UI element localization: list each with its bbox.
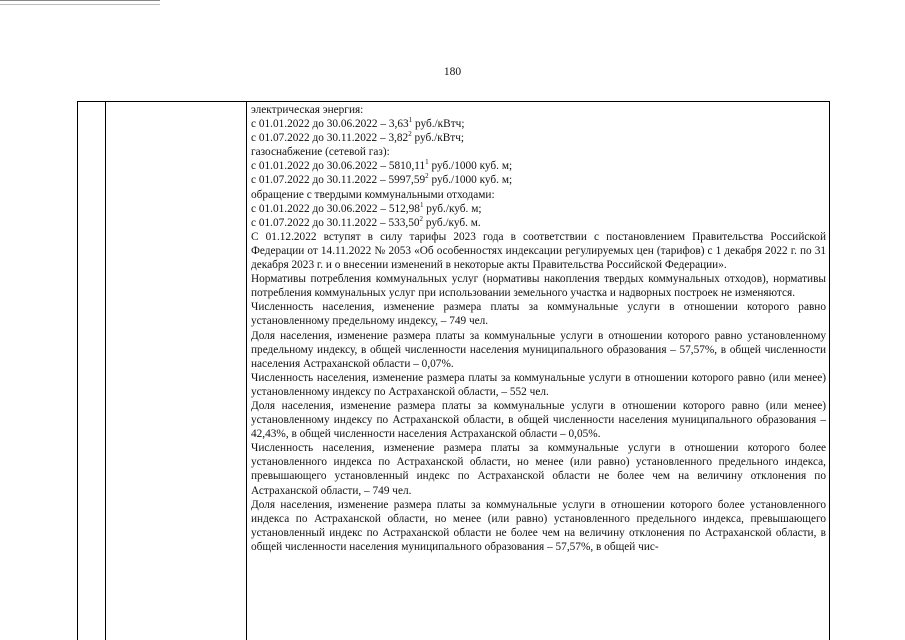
page-number: 180: [443, 66, 462, 78]
electricity-rate-2: с 01.07.2022 до 30.11.2022 – 3,82$^2$ руб./кВтч;: [251, 130, 465, 145]
gas-heading: газоснабжение (сетевой газ):: [251, 146, 390, 159]
waste-rate-1: с 01.01.2022 до 30.06.2022 – 512,98$^1$ руб./куб. м;: [251, 200, 482, 215]
paragraph-population-max-index: Численность населения, изменение размера платы за коммунальные услуги в отношении которого равно установленному предельному индексу, – 749 чел.: [251, 301, 826, 328]
paragraph-population-regional-index: Численность населения, изменение размера платы за коммунальные услуги в отношении которого равно (или менее) установленному индексу по Астраханской области, – 552 чел.: [251, 371, 826, 398]
waste-heading: обращение с твердыми коммунальными отходами:: [251, 188, 495, 201]
table-column-divider-2: [246, 102, 247, 640]
waste-rate-2: с 01.07.2022 до 30.11.2022 – 533,50$^2$ руб./куб. м.: [251, 214, 481, 229]
gas-rate-2: с 01.07.2022 до 30.11.2022 – 5997,59$^2$ руб./1000 куб. м;: [251, 172, 513, 187]
paragraph-share-max-index: Доля населения, изменение размера платы за коммунальные услуги в отношении которого равно установленному предельному индексу, в общей численности населения муниципального образования – 57,57%, в общей численности населения Астраханской области – 0,07%.: [251, 329, 826, 370]
table-column-divider-1: [105, 102, 106, 640]
scan-corner-mark: [0, 0, 160, 5]
document-table: [77, 101, 830, 640]
paragraph-population-above-index: Численность населения, изменение размера платы за коммунальные услуги в отношении которого более установленного индекса по Астраханской области, но менее (или равно) установленного предельного индекса, превышающего установленный индекс по Астраханской области не более чем на величину отклонения по Астраханской области, – 749 чел.: [251, 442, 826, 497]
paragraph-consumption-norms: Нормативы потребления коммунальных услуг (нормативы накопления твердых коммунальных отходов), нормативы потребления коммунальных услуг при использовании земельного участка и надворных построек не изменяются.: [251, 273, 826, 300]
paragraph-share-above-index: Доля населения, изменение размера платы за коммунальные услуги в отношении которого более установленного индекса по Астраханской области, но менее (или равно) установленного предельного индекса, превышающего установленный индекс по Астраханской области не более чем на величину отклонения по Астраханской области, в общей численности населения муниципального образования – 57,57%, в общей чис-: [251, 498, 826, 553]
paragraph-share-regional-index: Доля населения, изменение размера платы за коммунальные услуги в отношении которого равно (или менее) установленному индексу по Астраханской области, в общей численности населения муниципального образования – 42,43%, в общей численности населения Астраханской области – 0,05%.: [251, 399, 826, 441]
electricity-rate-1: с 01.01.2022 до 30.06.2022 – 3,63$^1$ руб./кВтч;: [251, 116, 465, 131]
electricity-heading: электрическая энергия:: [251, 104, 364, 116]
gas-rate-1: с 01.01.2022 до 30.06.2022 – 5810,11$^1$ руб./1000 куб. м;: [251, 158, 513, 173]
table-cell-content: [251, 103, 826, 554]
paragraph-tariffs-2023: С 01.12.2022 вступят в силу тарифы 2023 года в соответствии с постановлением Правительства Российской Федерации от 14.11.2022 № 2053 «Об особенностях индексации регулируемых цен (тарифов) с 1 декабря 2022 г. по 31 декабря 2023 г. и о внесении изменений в некоторые акты Правительства Российской Федерации».: [251, 230, 826, 272]
